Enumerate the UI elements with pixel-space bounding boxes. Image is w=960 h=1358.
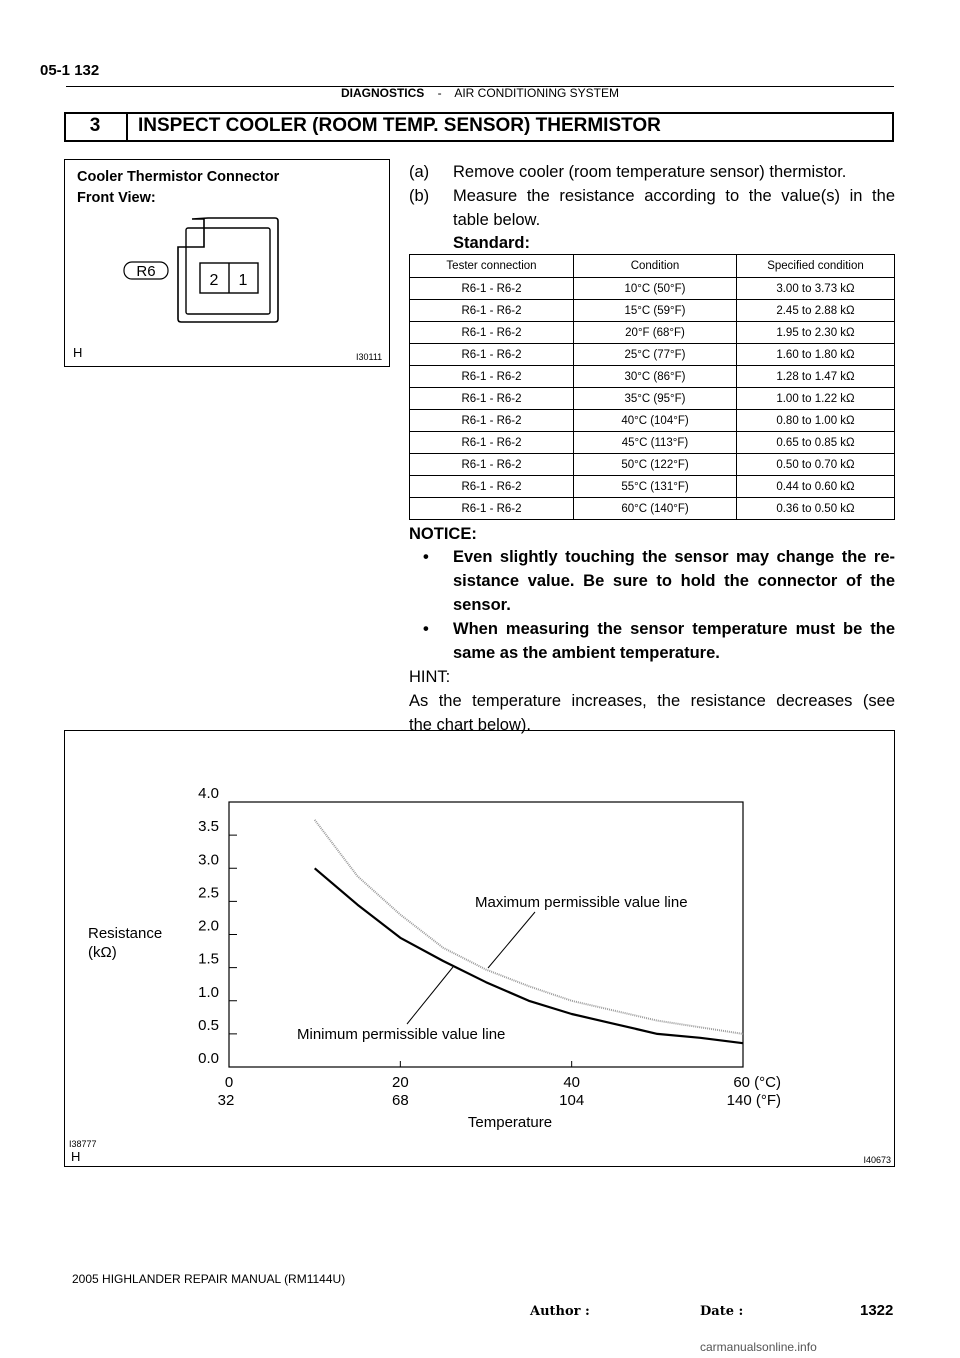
cell-tester-connection: R6-1 - R6-2 bbox=[410, 410, 574, 432]
max-line-leader bbox=[488, 912, 535, 968]
cell-tester-connection: R6-1 - R6-2 bbox=[410, 432, 574, 454]
x-tick-label-celsius: 0 bbox=[224, 1074, 234, 1091]
min-line-annotation: Minimum permissible value line bbox=[297, 1026, 506, 1043]
cell-tester-connection: R6-1 - R6-2 bbox=[410, 322, 574, 344]
step-number: 3 bbox=[64, 112, 128, 142]
hint-line1: As the temperature increases, the resistance decreases (see bbox=[409, 692, 895, 710]
x-tick-label-celsius: 60 (°C) bbox=[733, 1074, 781, 1091]
x-axis-label: Temperature bbox=[467, 1114, 553, 1131]
notice-bullet-1-symbol: • bbox=[423, 548, 429, 566]
hint-line2: the chart below). bbox=[409, 716, 531, 734]
cell-specified-condition: 0.36 to 0.50 kΩ bbox=[737, 498, 895, 520]
cell-specified-condition: 0.80 to 1.00 kΩ bbox=[737, 410, 895, 432]
figure-corner-mark: H bbox=[73, 345, 83, 360]
header-condition: Condition bbox=[574, 255, 737, 278]
cell-specified-condition: 1.28 to 1.47 kΩ bbox=[737, 366, 895, 388]
header-separator: - bbox=[437, 86, 442, 100]
cell-tester-connection: R6-1 - R6-2 bbox=[410, 476, 574, 498]
min-line-leader bbox=[407, 967, 453, 1024]
cell-condition: 20°F (68°F) bbox=[574, 322, 737, 344]
cell-specified-condition: 0.65 to 0.85 kΩ bbox=[737, 432, 895, 454]
cell-condition: 10°C (50°F) bbox=[574, 278, 737, 300]
x-tick-label-fahrenheit: 68 bbox=[391, 1092, 409, 1109]
notice-bullet-1-line3: sensor. bbox=[453, 596, 511, 614]
y-axis-ticks bbox=[198, 785, 237, 1067]
step-b-label: (b) bbox=[409, 187, 430, 205]
cell-condition: 40°C (104°F) bbox=[574, 410, 737, 432]
standard-label: Standard: bbox=[453, 234, 531, 252]
cell-condition: 50°C (122°F) bbox=[574, 454, 737, 476]
cell-tester-connection: R6-1 - R6-2 bbox=[410, 498, 574, 520]
chart-series bbox=[315, 820, 743, 1043]
y-tick-label: 1.0 bbox=[198, 983, 219, 1001]
cell-tester-connection: R6-1 - R6-2 bbox=[410, 344, 574, 366]
x-tick-label-fahrenheit: 104 bbox=[559, 1092, 585, 1109]
header-subsection: AIR CONDITIONING SYSTEM bbox=[454, 86, 620, 100]
watermark: carmanualsonline.info bbox=[700, 1340, 817, 1354]
cell-condition: 15°C (59°F) bbox=[574, 300, 737, 322]
cell-specified-condition: 1.95 to 2.30 kΩ bbox=[737, 322, 895, 344]
cell-specified-condition: 1.00 to 1.22 kΩ bbox=[737, 388, 895, 410]
cell-tester-connection: R6-1 - R6-2 bbox=[410, 366, 574, 388]
notice-bullet-1-line2: sistance value. Be sure to hold the connector of the bbox=[453, 572, 895, 590]
cell-specified-condition: 0.50 to 0.70 kΩ bbox=[737, 454, 895, 476]
x-axis-ticks bbox=[218, 1061, 781, 1109]
cell-condition: 60°C (140°F) bbox=[574, 498, 737, 520]
step-a-label: (a) bbox=[409, 163, 430, 181]
step-title: INSPECT COOLER (ROOM TEMP. SENSOR) THERMISTOR bbox=[138, 115, 661, 136]
notice-bullet-2-line1: When measuring the sensor temperature must be the bbox=[453, 620, 895, 638]
cell-condition: 35°C (95°F) bbox=[574, 388, 737, 410]
x-tick-label-celsius: 40 bbox=[563, 1074, 581, 1091]
notice-bullet-2-symbol: • bbox=[423, 620, 429, 638]
cell-tester-connection: R6-1 - R6-2 bbox=[410, 300, 574, 322]
footer-author-label: Author : bbox=[530, 1304, 590, 1319]
page-number: 05-1 132 bbox=[40, 62, 100, 79]
header-tester-connection: Tester connection bbox=[410, 255, 574, 278]
notice-heading: NOTICE: bbox=[409, 525, 477, 543]
footer-page-total: 1322 bbox=[860, 1302, 894, 1319]
notice-bullet-1-line1: Even slightly touching the sensor may change the re- bbox=[453, 548, 895, 566]
cell-specified-condition: 1.60 to 1.80 kΩ bbox=[737, 344, 895, 366]
cell-tester-connection: R6-1 - R6-2 bbox=[410, 454, 574, 476]
header-specified-condition: Specified condition bbox=[737, 255, 895, 278]
y-tick-label: 3.0 bbox=[198, 851, 219, 869]
x-tick-label-fahrenheit: 32 bbox=[217, 1092, 235, 1109]
y-tick-label: 1.5 bbox=[198, 950, 219, 968]
cell-condition: 45°C (113°F) bbox=[574, 432, 737, 454]
max-line-annotation: Maximum permissible value line bbox=[475, 894, 688, 911]
step-b-text-line2: table below. bbox=[453, 211, 541, 229]
connector-tag-label: R6 bbox=[136, 263, 156, 280]
step-b-text-line1: Measure the resistance according to the value(s) in the bbox=[453, 187, 895, 205]
cell-condition: 25°C (77°F) bbox=[574, 344, 737, 366]
cell-tester-connection: R6-1 - R6-2 bbox=[410, 388, 574, 410]
cell-specified-condition: 2.45 to 2.88 kΩ bbox=[737, 300, 895, 322]
cell-condition: 55°C (131°F) bbox=[574, 476, 737, 498]
y-tick-label: 0.0 bbox=[198, 1050, 219, 1067]
pin-2-label: 2 bbox=[209, 272, 219, 289]
x-tick-label-celsius: 20 bbox=[391, 1074, 409, 1091]
cell-tester-connection: R6-1 - R6-2 bbox=[410, 278, 574, 300]
connector-title-line2: Front View: bbox=[77, 190, 156, 206]
x-tick-label-fahrenheit: 140 (°F) bbox=[726, 1092, 781, 1109]
chart-figure-code-right: I40673 bbox=[863, 1155, 891, 1165]
figure-code: I30111 bbox=[356, 352, 383, 362]
footer-manual: 2005 HIGHLANDER REPAIR MANUAL (RM1144U) bbox=[72, 1272, 346, 1286]
notice-bullet-2-line2: same as the ambient temperature. bbox=[453, 644, 720, 662]
chart-corner-mark: H bbox=[71, 1149, 81, 1164]
y-axis-label-line2: (kΩ) bbox=[88, 944, 117, 961]
cell-specified-condition: 3.00 to 3.73 kΩ bbox=[737, 278, 895, 300]
y-tick-label: 2.0 bbox=[198, 917, 219, 935]
y-axis-label-line1: Resistance bbox=[88, 925, 163, 942]
hint-heading: HINT: bbox=[409, 668, 451, 686]
footer-date-label: Date : bbox=[700, 1304, 744, 1319]
y-tick-label: 4.0 bbox=[198, 785, 219, 802]
pin-1-label: 1 bbox=[238, 272, 248, 289]
step-a-text: Remove cooler (room temperature sensor) thermistor. bbox=[453, 163, 847, 181]
y-tick-label: 0.5 bbox=[198, 1016, 219, 1034]
y-tick-label: 3.5 bbox=[198, 818, 219, 836]
header-section: DIAGNOSTICS bbox=[340, 86, 425, 100]
chart-figure-code-left: I38777 bbox=[69, 1139, 97, 1149]
connector-title-line1: Cooler Thermistor Connector bbox=[77, 169, 280, 185]
cell-specified-condition: 0.44 to 0.60 kΩ bbox=[737, 476, 895, 498]
y-tick-label: 2.5 bbox=[198, 884, 219, 902]
cell-condition: 30°C (86°F) bbox=[574, 366, 737, 388]
